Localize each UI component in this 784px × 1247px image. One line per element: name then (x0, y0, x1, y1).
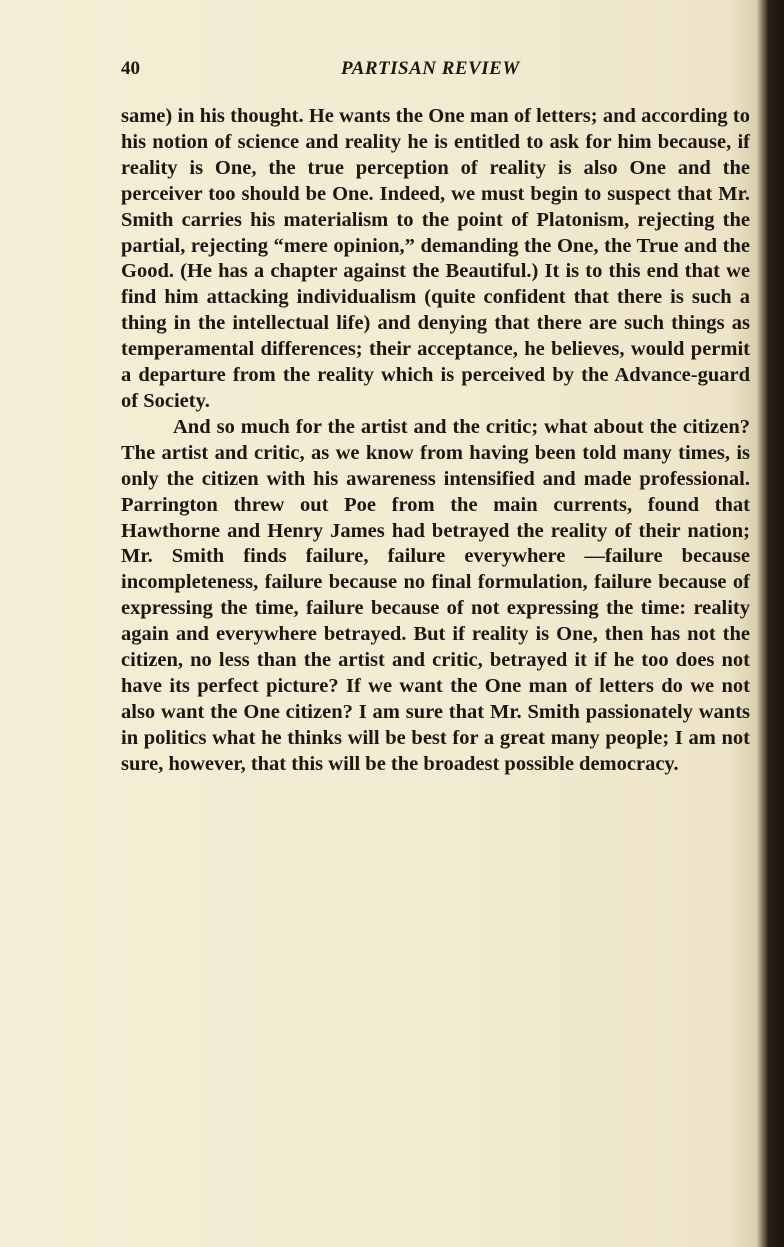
page-header (121, 58, 741, 88)
body-text (121, 104, 750, 778)
running-head: PARTISAN REVIEW (341, 58, 520, 79)
paragraph-1: same) in his thought. He wants the One man of letters; and according to his notion of science and reality he is entitled to ask for him because, if reality is One, the true perception of reality is also One and the perceiver too should be One. Indeed, we must begin to suspect that Mr. Smith carries his materialism to the point of Platonism, rejecting the partial, rejecting “mere opinion,” demanding the One, the True and the Good. (He has a chapter against the Beautiful.) It is to this end that we find him attacking individualism (quite confident that there is such a thing in the intellectual life) and denying that there are such things as temperamental differences; their acceptance, he believes, would permit a departure from the reality which is perceived by the Advance-guard of Society. (121, 105, 750, 412)
page-number: 40 (121, 58, 140, 79)
paragraph-2: And so much for the artist and the critic; what about the citizen? The artist and critic, as we know from having been told many times, is only the citizen with his awareness intensified and made professional. Parrington threw out Poe from the main currents, found that Hawthorne and Henry James had betrayed the reality of their nation; Mr. Smith finds failure, failure everywhere —failure because incompleteness, failure because no final formulation, failure because of expressing the time, failure because of not expressing the time: reality again and everywhere betrayed. But if reality is One, then has not the citizen, no less than the artist and critic, betrayed it if he too does not have its perfect picture? If we want the One man of letters do we not also want the One citizen? I am sure that Mr. Smith passionately wants in politics what he thinks will be best for a great many people; I am not sure, however, that this will be the broadest possible democracy. (121, 415, 750, 775)
